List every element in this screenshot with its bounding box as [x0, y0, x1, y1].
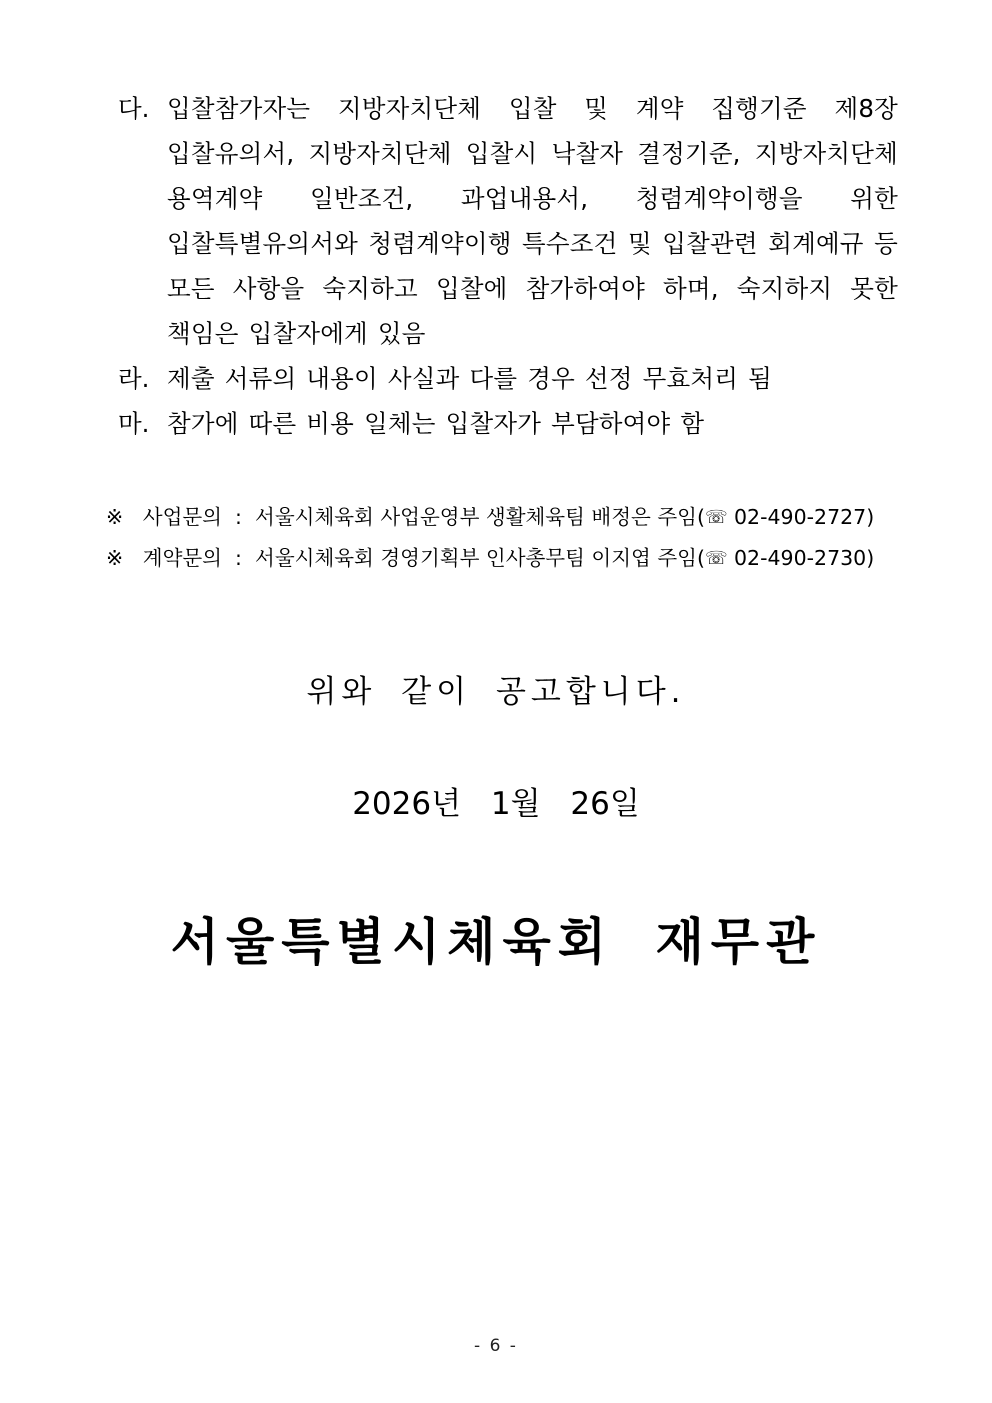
- clause-item: [118, 356, 898, 401]
- clause-item: [118, 401, 898, 446]
- page-number: - 6 -: [474, 1336, 518, 1356]
- clause-text: 참가에 따른 비용 일체는 입찰자가 부담하여야 함: [167, 409, 705, 438]
- clause-list: [118, 86, 898, 446]
- contact-contract-inquiry: [106, 538, 906, 579]
- contact-separator: :: [235, 505, 242, 529]
- contact-detail: 서울시체육회 사업운영부 생활체육팀 배정은 주임(: [255, 505, 705, 529]
- clause-item: [118, 86, 898, 356]
- reference-mark: ※: [106, 546, 124, 570]
- clause-marker: 다.: [118, 94, 150, 123]
- contact-separator: :: [235, 546, 242, 570]
- clause-text: 제출 서류의 내용이 사실과 다를 경우 선정 무효처리 됨: [167, 364, 772, 393]
- clause-marker: 마.: [118, 409, 150, 438]
- contact-business-inquiry: [106, 497, 906, 538]
- phone-icon: ☏: [704, 548, 728, 569]
- contact-label: 계약문의: [142, 546, 222, 570]
- phone-icon: ☏: [704, 507, 728, 528]
- contact-phone: 02-490-2727): [734, 505, 875, 529]
- issuer-title: 서울특별시체육회 재무관: [170, 913, 822, 971]
- announcement-statement: 위와 같이 공고합니다.: [306, 674, 686, 710]
- contact-list: [106, 497, 906, 579]
- clause-marker: 라.: [118, 364, 150, 393]
- clause-text: 입찰참가자는 지방자치단체 입찰 및 계약 집행기준 제8장 입찰유의서, 지방자치단체 입찰시 낙찰자 결정기준, 지방자치단체 용역계약 일반조건, 과업내용서, 청렴계약이행을 위한 입찰특별유의서와 청렴계약이행 특수조건 및 입찰관련 회계예규 등 모든 사항을 숙지하고 입찰에 참가하여야 하며, 숙지하지 못한 책임은 입찰자에게 있음: [167, 94, 898, 348]
- contact-phone: 02-490-2730): [734, 546, 875, 570]
- reference-mark: ※: [106, 505, 124, 529]
- contact-detail: 서울시체육회 경영기획부 인사총무팀 이지엽 주임(: [255, 546, 705, 570]
- announcement-date: 2026년 1월 26일: [352, 786, 640, 822]
- contact-label: 사업문의: [142, 505, 222, 529]
